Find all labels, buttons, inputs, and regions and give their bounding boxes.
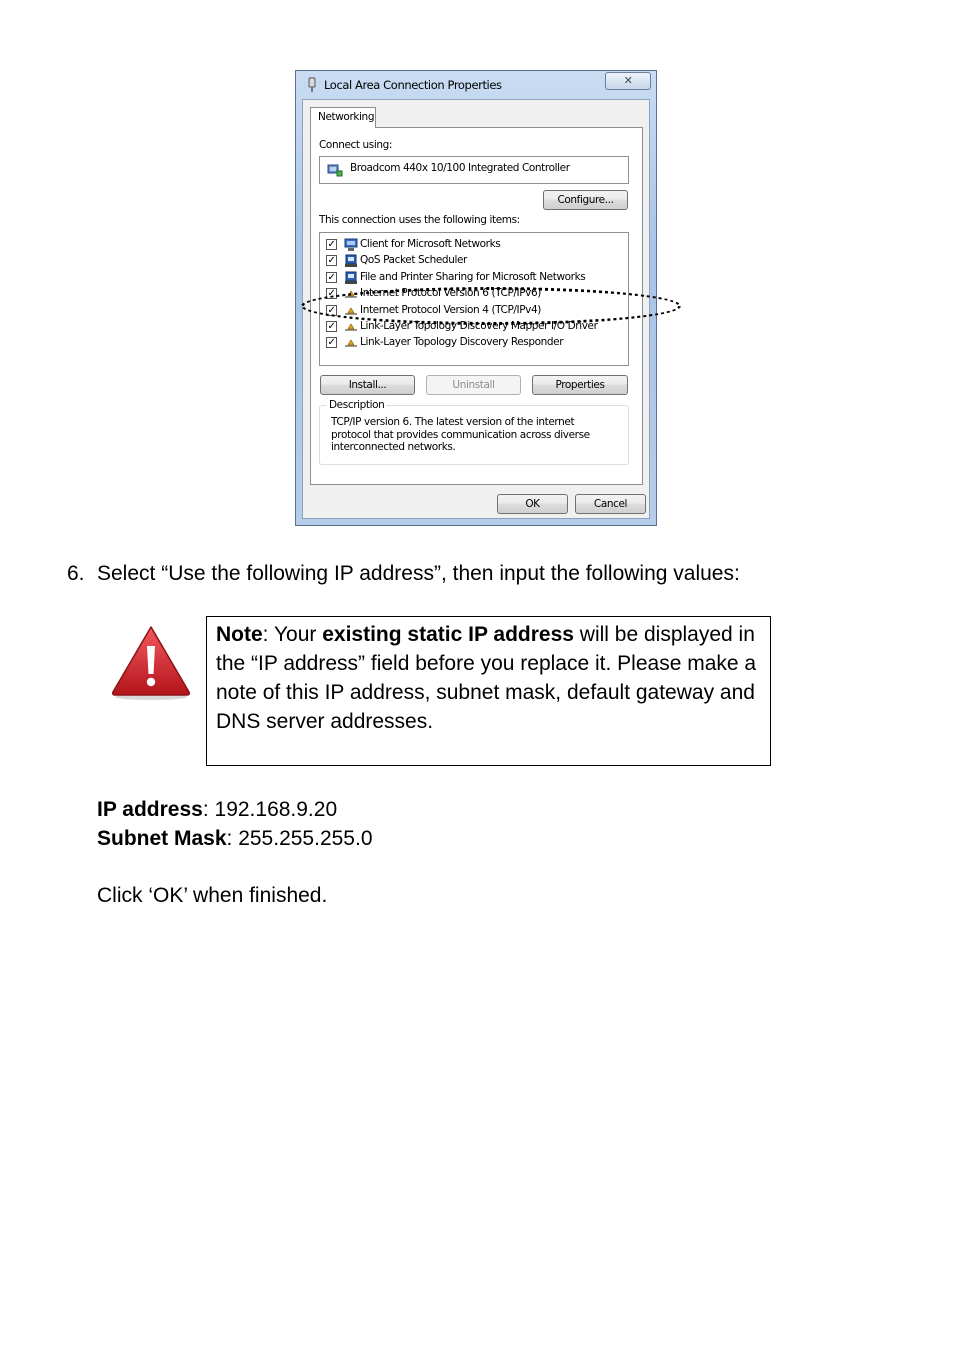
adapter-field[interactable] [319,156,629,184]
uninstall-button[interactable]: Uninstall [426,375,521,395]
ip-value: : 192.168.9.20 [202,798,338,821]
item-checkbox[interactable]: ✓ [327,271,336,283]
properties-button[interactable]: Properties [532,375,628,395]
item-label: File and Printer Sharing for Microsoft Networks [360,270,586,283]
step-text: Select “Use the following IP address”, then input the following values: [97,562,740,585]
item-checkbox[interactable]: ✓ [327,255,336,267]
network-service-icon [344,254,358,268]
subnet-mask-line [97,824,373,853]
mask-value: : 255.255.255.0 [226,827,373,850]
item-checkbox[interactable]: ✓ [327,288,336,300]
network-adapter-icon [306,77,318,93]
network-client-icon [344,238,358,252]
item-label: Client for Microsoft Networks [360,238,501,250]
close-icon: ✕ [623,74,633,87]
warning-icon [110,624,192,702]
items-label: This connection uses the following items: [319,214,520,226]
adapter-name: Broadcom 440x 10/100 Integrated Controller [350,162,570,174]
network-service-icon [344,271,358,285]
networking-panel [310,127,643,485]
item-label: Internet Protocol Version 6 (TCP/IPv6) [360,287,541,300]
closing-instruction: Click ‘OK’ when finished. [97,884,328,907]
ip-label: IP address [97,798,203,821]
description-text: TCP/IP version 6. The latest version of the internet protocol that provides communication across diverse interconnected networks. [331,416,590,453]
connect-using-label: Connect using: [319,139,393,151]
ip-address-line [97,795,373,824]
ip-values [97,795,373,853]
item-checkbox[interactable]: ✓ [327,239,336,250]
install-button[interactable]: Install... [320,375,415,395]
protocol-icon [344,304,358,318]
tab-networking[interactable]: Networking [310,107,376,128]
item-label: QoS Packet Scheduler [360,254,467,267]
protocol-icon [344,336,358,350]
item-label: Internet Protocol Version 4 (TCP/IPv4) [360,303,541,316]
network-card-icon [327,162,343,178]
dialog-body [302,99,650,519]
description-group [319,399,629,465]
item-label: Link-Layer Topology Discovery Responder [360,336,564,349]
close-button[interactable] [605,72,651,90]
properties-dialog [295,70,657,526]
item-label: Link-Layer Topology Discovery Mapper I/O Driver [360,320,598,332]
configure-button[interactable]: Configure... [543,190,628,210]
note-text-2: will be displayed in the “IP address” field before you replace it. Please make a note of this IP address, subnet mask, default gateway and DNS server addresses. [216,623,757,733]
ok-button[interactable]: OK [497,494,568,514]
items-list [319,232,629,366]
step-number: 6. [67,562,85,585]
protocol-icon [344,320,358,334]
description-heading: Description [329,399,385,411]
dialog-title: Local Area Connection Properties [324,78,502,92]
protocol-icon [344,287,358,301]
item-checkbox[interactable]: ✓ [327,337,336,349]
item-checkbox[interactable]: ✓ [327,321,336,332]
note-box [206,616,771,766]
cancel-button[interactable]: Cancel [575,494,646,514]
note-text-1: : Your [262,623,323,646]
note-bold-text: existing static IP address [322,623,574,646]
note-label: Note [216,623,263,646]
mask-label: Subnet Mask [97,827,227,850]
item-checkbox[interactable]: ✓ [327,304,336,316]
